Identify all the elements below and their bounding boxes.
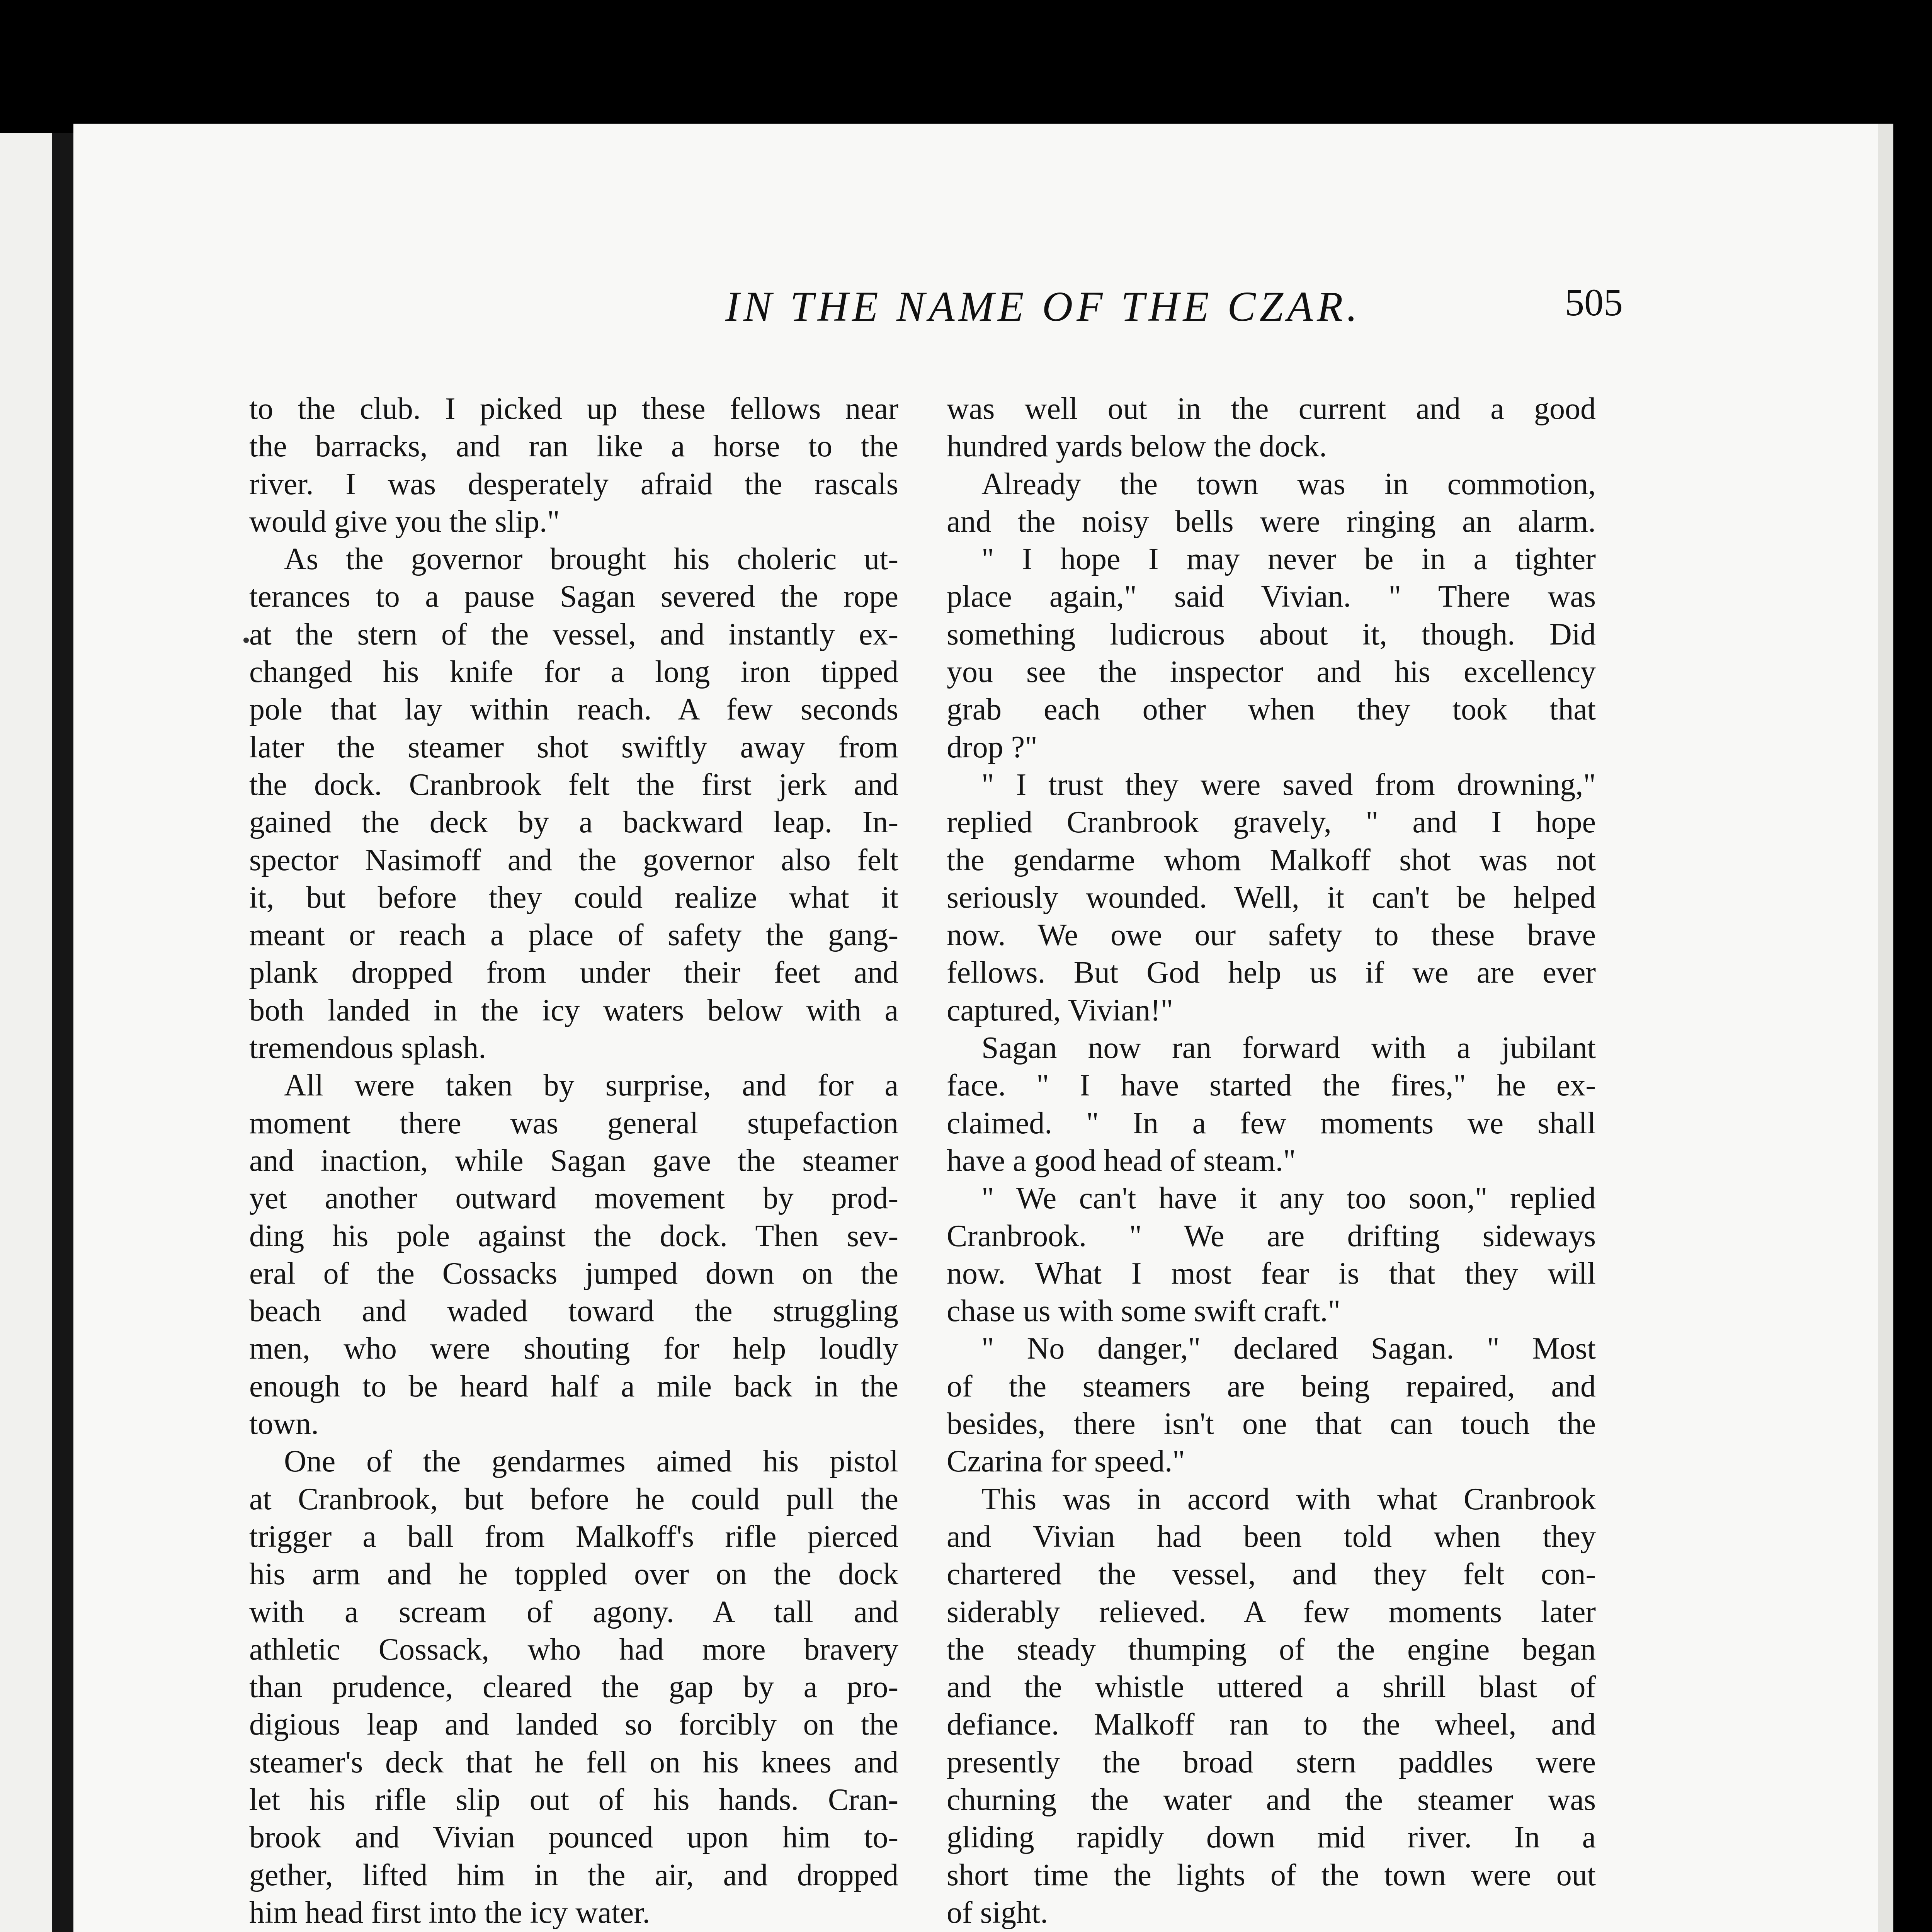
text-line: Czarina for speed." bbox=[947, 1444, 1185, 1479]
text-line: eral of the Cossacks jumped down on the bbox=[249, 1256, 898, 1291]
text-line: gliding rapidly down mid river. In a bbox=[947, 1820, 1596, 1855]
text-line: moment there was general stupefaction bbox=[249, 1106, 898, 1140]
text-line: and the whistle uttered a shrill blast of bbox=[947, 1670, 1596, 1704]
text-line: men, who were shouting for help loudly bbox=[249, 1332, 898, 1366]
text-line: This was in accord with what Cranbrook bbox=[981, 1482, 1596, 1516]
text-line: face. " I have started the fires," he ex- bbox=[947, 1068, 1596, 1103]
text-line: Sagan now ran forward with a jubilant bbox=[981, 1031, 1596, 1065]
text-line: short time the lights of the town were out bbox=[947, 1858, 1596, 1892]
text-line: would give you the slip." bbox=[249, 504, 560, 539]
text-line: at the stern of the vessel, and instantly ex- bbox=[249, 617, 898, 651]
text-line: of the steamers are being repaired, and bbox=[947, 1369, 1596, 1403]
text-line: and inaction, while Sagan gave the steamer bbox=[249, 1143, 898, 1178]
scan-speck bbox=[243, 638, 249, 643]
text-line: All were taken by surprise, and for a bbox=[284, 1068, 898, 1103]
text-line: now. What I most fear is that they will bbox=[947, 1256, 1596, 1291]
text-line: drop ?" bbox=[947, 730, 1037, 764]
text-line: tremendous splash. bbox=[249, 1031, 486, 1065]
text-line: his arm and he toppled over on the dock bbox=[249, 1557, 898, 1592]
text-line: steamer's deck that he fell on his knees and bbox=[249, 1745, 898, 1779]
text-line: athletic Cossack, who had more bravery bbox=[249, 1632, 898, 1667]
text-line: digious leap and landed so forcibly on the bbox=[249, 1708, 898, 1742]
text-line: it, but before they could realize what it bbox=[249, 880, 898, 915]
text-line: to the club. I picked up these fellows near bbox=[249, 392, 898, 426]
text-line: seriously wounded. Well, it can't be helped bbox=[947, 880, 1596, 915]
facing-page-edge bbox=[0, 133, 52, 1932]
text-line: the dock. Cranbrook felt the first jerk and bbox=[249, 767, 898, 802]
text-line: now. We owe our safety to these brave bbox=[947, 918, 1596, 952]
text-line: trigger a ball from Malkoff's rifle pierced bbox=[249, 1519, 898, 1554]
text-line: presently the broad stern paddles were bbox=[947, 1745, 1596, 1779]
text-line: plank dropped from under their feet and bbox=[249, 956, 898, 990]
text-line: Already the town was in commotion, bbox=[981, 467, 1596, 501]
text-line: beach and waded toward the struggling bbox=[249, 1294, 898, 1328]
running-title: IN THE NAME OF THE CZAR. bbox=[725, 283, 1361, 330]
text-line: yet another outward movement by prod- bbox=[249, 1181, 898, 1216]
text-line: defiance. Malkoff ran to the wheel, and bbox=[947, 1708, 1596, 1742]
text-line: pole that lay within reach. A few seconds bbox=[249, 692, 898, 727]
text-line: with a scream of agony. A tall and bbox=[249, 1595, 898, 1629]
text-line: Cranbrook. " We are drifting sideways bbox=[947, 1219, 1596, 1253]
text-line: him head first into the icy water. bbox=[249, 1895, 650, 1930]
binding-gutter bbox=[52, 133, 73, 1932]
text-line: something ludicrous about it, though. Did bbox=[947, 617, 1596, 651]
text-line: and the noisy bells were ringing an alarm. bbox=[947, 504, 1596, 539]
text-line: the gendarme whom Malkoff shot was not bbox=[947, 843, 1596, 877]
text-line: town. bbox=[249, 1407, 319, 1441]
text-line: and Vivian had been told when they bbox=[947, 1519, 1596, 1554]
text-column-right bbox=[947, 390, 1596, 1932]
text-line: grab each other when they took that bbox=[947, 692, 1596, 727]
text-line: meant or reach a place of safety the gang- bbox=[249, 918, 898, 952]
text-line: chartered the vessel, and they felt con- bbox=[947, 1557, 1596, 1592]
text-line: gether, lifted him in the air, and dropped bbox=[249, 1858, 898, 1892]
page-edge bbox=[1878, 124, 1893, 1932]
text-line: siderably relieved. A few moments later bbox=[947, 1595, 1596, 1629]
text-line: of sight. bbox=[947, 1895, 1048, 1930]
text-line: changed his knife for a long iron tipped bbox=[249, 655, 898, 689]
text-line: " No danger," declared Sagan. " Most bbox=[981, 1332, 1596, 1366]
text-line: you see the inspector and his excellency bbox=[947, 655, 1596, 689]
text-line: at Cranbrook, but before he could pull the bbox=[249, 1482, 898, 1516]
text-line: fellows. But God help us if we are ever bbox=[947, 956, 1596, 990]
text-line: river. I was desperately afraid the rascals bbox=[249, 467, 898, 501]
text-line: than prudence, cleared the gap by a pro- bbox=[249, 1670, 898, 1704]
text-line: chase us with some swift craft." bbox=[947, 1294, 1341, 1328]
page-number: 505 bbox=[1565, 281, 1623, 324]
text-line: the barracks, and ran like a horse to the bbox=[249, 429, 898, 464]
text-line: hundred yards below the dock. bbox=[947, 429, 1327, 464]
text-line: One of the gendarmes aimed his pistol bbox=[284, 1444, 898, 1479]
text-line: let his rifle slip out of his hands. Cran- bbox=[249, 1782, 898, 1817]
text-line: captured, Vivian!" bbox=[947, 993, 1173, 1027]
text-line: terances to a pause Sagan severed the rope bbox=[249, 580, 898, 614]
text-line: later the steamer shot swiftly away from bbox=[249, 730, 898, 764]
text-line: gained the deck by a backward leap. In- bbox=[249, 805, 898, 840]
text-line: besides, there isn't one that can touch the bbox=[947, 1407, 1596, 1441]
text-line: replied Cranbrook gravely, " and I hope bbox=[947, 805, 1596, 840]
text-line: churning the water and the steamer was bbox=[947, 1782, 1596, 1817]
text-line: the steady thumping of the engine began bbox=[947, 1632, 1596, 1667]
text-line: claimed. " In a few moments we shall bbox=[947, 1106, 1596, 1140]
text-line: As the governor brought his choleric ut- bbox=[284, 542, 898, 577]
text-line: ding his pole against the dock. Then sev- bbox=[249, 1219, 898, 1253]
text-line: brook and Vivian pounced upon him to- bbox=[249, 1820, 898, 1855]
text-column-left bbox=[249, 390, 898, 1932]
text-line: was well out in the current and a good bbox=[947, 392, 1596, 426]
text-line: place again," said Vivian. " There was bbox=[947, 580, 1596, 614]
text-line: both landed in the icy waters below with a bbox=[249, 993, 898, 1027]
text-line: " I hope I may never be in a tighter bbox=[981, 542, 1596, 577]
text-line: have a good head of steam." bbox=[947, 1143, 1296, 1178]
text-line: " I trust they were saved from drowning," bbox=[981, 767, 1596, 802]
text-line: " We can't have it any too soon," replied bbox=[981, 1181, 1596, 1216]
text-line: spector Nasimoff and the governor also felt bbox=[249, 843, 898, 877]
text-line: enough to be heard half a mile back in the bbox=[249, 1369, 898, 1403]
